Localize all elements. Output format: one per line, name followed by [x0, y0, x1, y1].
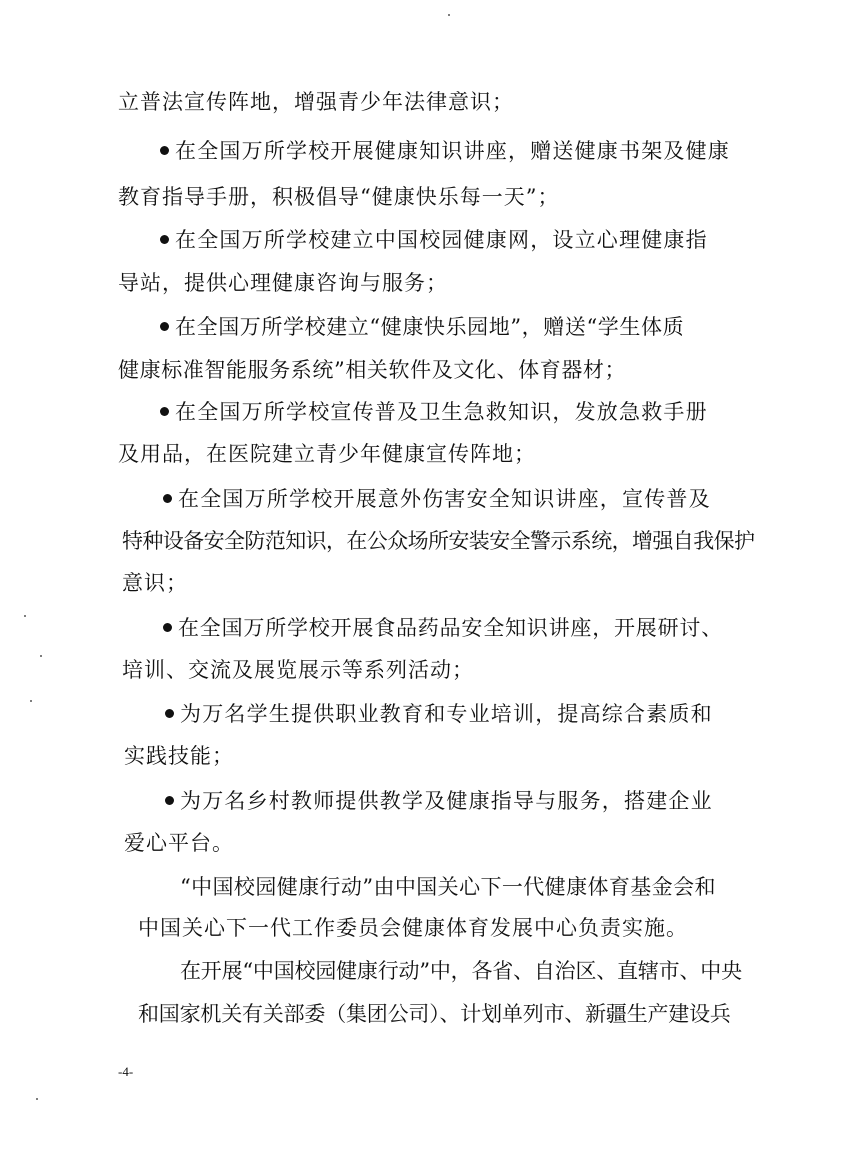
- text-line: [124, 742, 324, 770]
- line-text: 及用品，在医院建立青少年健康宣传阵地；: [118, 442, 536, 466]
- line-text: 和国家机关有关部委（集团公司）、计划单列市、新疆生产建设兵: [138, 1002, 731, 1026]
- line-text: 在全国万所学校建立中国校园健康网，设立心理健康指: [175, 228, 708, 252]
- line-text: 健康标准智能服务系统”相关软件及文化、体育器材；: [118, 358, 627, 382]
- page-number: -4-: [118, 1064, 134, 1079]
- line-text: 意识；: [122, 571, 188, 595]
- bullet-item: [165, 787, 765, 815]
- line-text: 实践技能；: [124, 744, 234, 768]
- line-text: 为万名乡村教师提供教学及健康指导与服务，搭建企业: [180, 789, 713, 813]
- line-text: 培训、交流及展览展示等系列活动；: [122, 658, 474, 682]
- bullet-icon: [160, 322, 169, 331]
- line-text: 在全国万所学校开展食品药品安全知识讲座，开展研讨、: [178, 616, 723, 640]
- text-line: [122, 656, 722, 684]
- line-text: 在全国万所学校宣传普及卫生急救知识，发放急救手册: [175, 400, 708, 424]
- text-line: [122, 569, 322, 597]
- line-text: 在全国万所学校开展意外伤害安全知识讲座，宣传普及: [178, 487, 711, 511]
- line-text: 立普法宣传阵地，增强青少年法律意识；: [118, 90, 514, 114]
- bullet-icon: [165, 796, 174, 805]
- bullet-item: [160, 313, 760, 341]
- bullet-item: [163, 485, 763, 513]
- bullet-item: [160, 137, 760, 165]
- bullet-icon: [160, 235, 169, 244]
- text-line: [118, 440, 718, 468]
- text-line: [118, 183, 718, 211]
- bullet-item: [163, 614, 763, 642]
- line-text: 为万名学生提供职业教育和专业培训，提高综合素质和: [180, 702, 713, 726]
- line-text: 在开展“中国校园健康行动”中，各省、自治区、直辖市、中央: [180, 959, 742, 983]
- text-line: [138, 1000, 778, 1028]
- text-line: [118, 269, 718, 297]
- bullet-icon: [163, 494, 172, 503]
- line-text: 导站，提供心理健康咨询与服务；: [118, 271, 448, 295]
- text-line: [180, 873, 780, 901]
- scan-speck: [40, 655, 42, 657]
- text-line: [122, 527, 762, 555]
- line-text: 特种设备安全防范知识，在公众场所安装安全警示系统，增强自我保护: [122, 529, 755, 553]
- scan-speck: [30, 700, 32, 702]
- bullet-icon: [160, 146, 169, 155]
- bullet-item: [165, 700, 765, 728]
- text-line: [124, 829, 324, 857]
- bullet-icon: [165, 709, 174, 718]
- text-line: [138, 914, 738, 942]
- line-text: 爱心平台。: [124, 831, 234, 855]
- line-text: 在全国万所学校开展健康知识讲座，赠送健康书架及健康: [175, 139, 730, 163]
- scan-speck: [448, 14, 450, 16]
- line-text: 教育指导手册，积极倡导“健康快乐每一天”；: [118, 185, 560, 209]
- scan-speck: [36, 1098, 38, 1100]
- text-line: [118, 88, 718, 116]
- text-line: [118, 356, 718, 384]
- bullet-item: [160, 398, 760, 426]
- bullet-icon: [160, 407, 169, 416]
- line-text: 在全国万所学校建立“健康快乐园地”，赠送“学生体质: [175, 315, 685, 339]
- bullet-item: [160, 226, 760, 254]
- line-text: 中国关心下一代工作委员会健康体育发展中心负责实施。: [138, 916, 688, 940]
- bullet-icon: [163, 623, 172, 632]
- scan-speck: [24, 615, 26, 617]
- line-text: “中国校园健康行动”由中国关心下一代健康体育基金会和: [180, 875, 716, 899]
- text-line: [180, 957, 780, 985]
